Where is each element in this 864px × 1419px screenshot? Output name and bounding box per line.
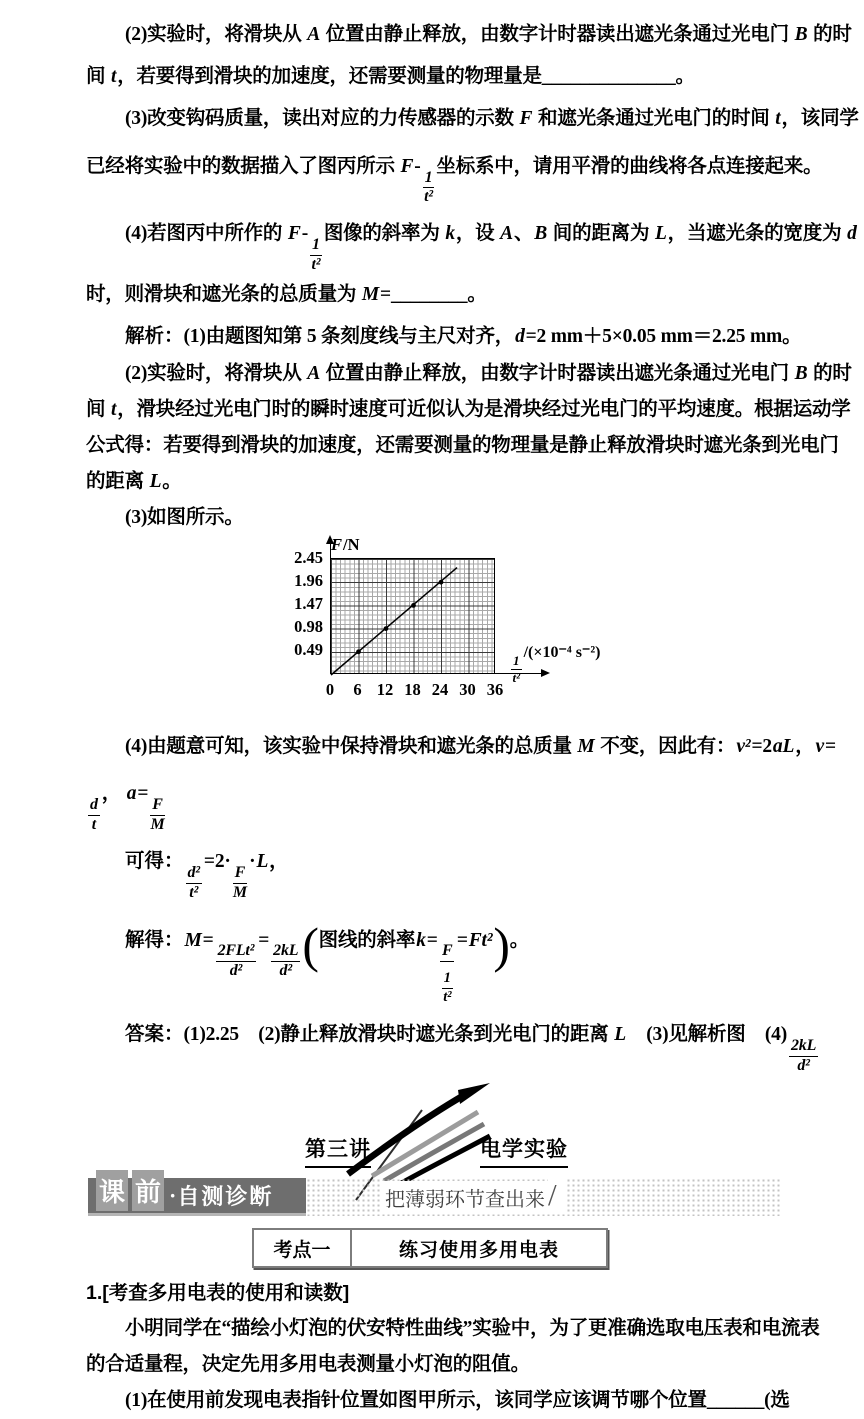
lecture-title: 电学实验 [480, 1133, 568, 1168]
banner-big-char: 前 [132, 1170, 164, 1211]
question-line: 时，则滑块和遮光条的总质量为 M=________。 [86, 284, 487, 306]
topic-title: 练习使用多用电表 [398, 1239, 559, 1261]
chart-x-axis-label: $\frac{1}{\text{t²}}$ /(×10⁻⁴ s⁻²) [512, 643, 601, 685]
question-line: 间 t，若要得到滑块的加速度，还需要测量的物理量是______________。 [86, 66, 695, 87]
banner-title [88, 1178, 306, 1216]
chart-y-axis-label: F/N [331, 535, 360, 555]
exercise-line: (1)在使用前发现电表指针位置如图甲所示，该同学应该调节哪个位置______(选 [125, 1390, 790, 1412]
exercise-line: 的合适量程，决定先用多用电表测量小灯泡的阻值。 [86, 1354, 530, 1376]
banner-separator: · [169, 1182, 177, 1208]
analysis-line: (4)由题意可知，该实验中保持滑块和遮光条的总质量 M 不变，因此有：v²=2aL，v= [125, 736, 836, 758]
chart-y-tick: 2.45 [294, 548, 323, 568]
analysis-line: (2)实验时，将滑块从 A 位置由静止释放，由数字计时器读出遮光条通过光电门 B 的时 [125, 363, 852, 385]
analysis-line: 解析：(1)由题图知第 5 条刻度线与主尺对齐，d=2 mm＋5×0.05 mm＝2.25 mm。 [125, 325, 802, 348]
chart-y-tick: 0.98 [294, 617, 323, 637]
topic-box [252, 1228, 608, 1268]
question-line: (2)实验时，将滑块从 A 位置由静止释放，由数字计时器读出遮光条通过光电门 B 的时 [125, 24, 852, 45]
analysis-line: 可得： $\frac{\text{d²}}{\text{t²}}$ =2· $\frac{F}{M}$ ·L， [125, 850, 289, 901]
chart-x-tick: 0 [325, 680, 335, 700]
question-line: (3)改变钩码质量，读出对应的力传感器的示数 F 和遮光条通过光电门的时间 t，该同学 [125, 108, 859, 129]
chart-x-tick: 12 [376, 680, 394, 700]
banner-big-char: 课 [96, 1170, 128, 1211]
chart-x-tick: 24 [431, 680, 449, 700]
section-banner [88, 1178, 780, 1216]
chart-line-svg [331, 559, 496, 675]
lecture-number: 第三讲 [305, 1133, 371, 1168]
topic-label: 考点一 [254, 1230, 352, 1266]
chart-x-tick: 30 [459, 680, 476, 700]
banner-tagline: 把薄弱环节查出来 [382, 1181, 548, 1214]
chart-x-tick: 6 [353, 680, 362, 700]
analysis-line: 公式得：若要得到滑块的加速度，还需要测量的物理量是静止释放滑块时遮光条到光电门 [86, 435, 839, 457]
chart-y-tick: 1.47 [294, 594, 323, 614]
analysis-line: (3)如图所示。 [125, 507, 244, 529]
chart-x-tick: 36 [486, 680, 504, 700]
answer-line: 答案：(1)2.25 (2)静止释放滑块时遮光条到光电门的距离 L (3)见解析图 (4) $\frac{2kL}{\text{d²}}$ [125, 1023, 817, 1074]
banner-tagline-strip [306, 1178, 780, 1216]
exercise-heading: 1.[考查多用电表的使用和读数] [86, 1282, 350, 1305]
analysis-line: 解得：M= $\frac{\text{2FLt²}}{\text{d²}}$ = $\frac{2kL}{\text{d²}}$ (图线的斜率k= $\frac{F}{\frac{1}{\text{t²}}}$ =Ft²)。 [125, 917, 530, 1005]
analysis-line: 间 t，滑块经过光电门时的瞬时速度可近似认为是滑块经过光电门的平均速度。根据运动学 [86, 399, 851, 421]
exercise-line: 小明同学在“描绘小灯泡的伏安特性曲线”实验中，为了更准确选取电压表和电流表 [125, 1318, 820, 1340]
banner-title-rest: 自测诊断 [177, 1184, 274, 1210]
chart-x-tick: 18 [404, 680, 421, 700]
question-line: (4)若图丙中所作的 F- $\frac{1}{\text{t²}}$ 图像的斜率为 k，设 A、B 间的距离为 L，当遮光条的宽度为 d [125, 223, 857, 273]
chart-f-vs-inverse-t-squared [86, 535, 780, 726]
lecture-header [86, 1076, 780, 1172]
question-line: 已经将实验中的数据描入了图丙所示 F- $\frac{1}{\text{t²}}$ 坐标系中，请用平滑的曲线将各点连接起来。 [86, 156, 823, 206]
chart-y-tick: 1.96 [294, 571, 323, 591]
chart-y-axis-arrow [330, 539, 331, 559]
analysis-line: 的距离 L。 [86, 471, 182, 493]
banner-slash-mark: / [548, 1177, 567, 1213]
chart-y-tick: 0.49 [294, 640, 323, 660]
analysis-line: $\frac{d}{t}$ ， a= $\frac{F}{M}$ [90, 783, 165, 833]
chart-plot-area [330, 558, 495, 674]
